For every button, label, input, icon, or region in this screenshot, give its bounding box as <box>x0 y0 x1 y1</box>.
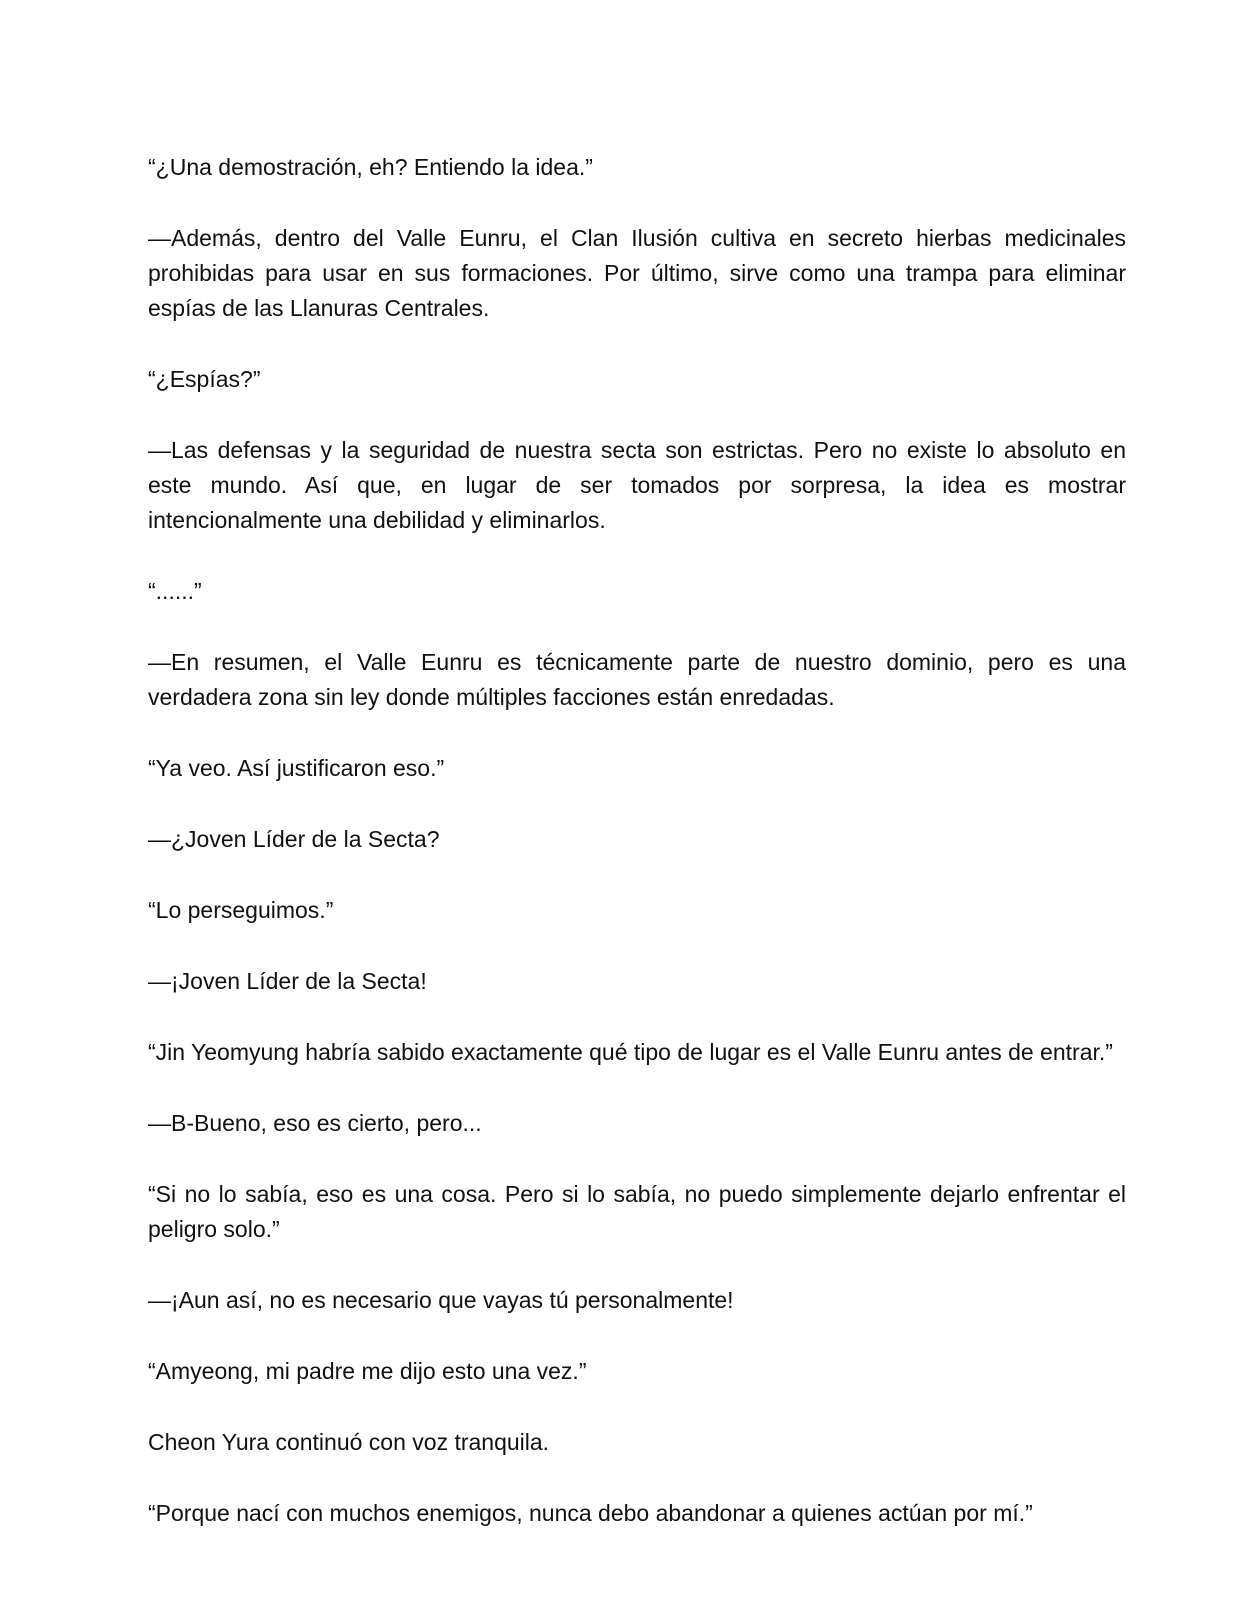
paragraph-9: “Lo perseguimos.” <box>148 897 334 923</box>
paragraph-2: —Además, dentro del Valle Eunru, el Clan Ilusión cultiva en secreto hierbas medicinales prohibidas para usar en sus formaciones. Por último, sirve como una trampa para eliminar espías de las Llanuras Centrales. <box>148 225 1126 321</box>
paragraph-7: “Ya veo. Así justificaron eso.” <box>148 755 445 781</box>
paragraph-5: “......” <box>148 578 202 604</box>
paragraph-16: Cheon Yura continuó con voz tranquila. <box>148 1429 550 1455</box>
paragraph-4: —Las defensas y la seguridad de nuestra secta son estrictas. Pero no existe lo absoluto en este mundo. Así que, en lugar de ser tomados por sorpresa, la idea es mostrar intencionalmente una debilidad y eliminarlos. <box>148 437 1126 533</box>
paragraph-11: “Jin Yeomyung habría sabido exactamente qué tipo de lugar es el Valle Eunru antes de entrar.” <box>148 1039 1113 1065</box>
document-body <box>148 150 1126 1531</box>
paragraph-13: “Si no lo sabía, eso es una cosa. Pero si lo sabía, no puedo simplemente dejarlo enfrentar el peligro solo.” <box>148 1181 1126 1242</box>
paragraph-6: —En resumen, el Valle Eunru es técnicamente parte de nuestro dominio, pero es una verdadera zona sin ley donde múltiples facciones están enredadas. <box>148 649 1126 710</box>
paragraph-8: —¿Joven Líder de la Secta? <box>148 826 440 852</box>
paragraph-10: —¡Joven Líder de la Secta! <box>148 968 427 994</box>
paragraph-17: “Porque nací con muchos enemigos, nunca debo abandonar a quienes actúan por mí.” <box>148 1500 1033 1526</box>
paragraph-14: —¡Aun así, no es necesario que vayas tú personalmente! <box>148 1287 734 1313</box>
paragraph-12: —B-Bueno, eso es cierto, pero... <box>148 1110 482 1136</box>
paragraph-3: “¿Espías?” <box>148 366 261 392</box>
paragraph-1: “¿Una demostración, eh? Entiendo la idea.” <box>148 154 593 180</box>
paragraph-15: “Amyeong, mi padre me dijo esto una vez.” <box>148 1358 587 1384</box>
